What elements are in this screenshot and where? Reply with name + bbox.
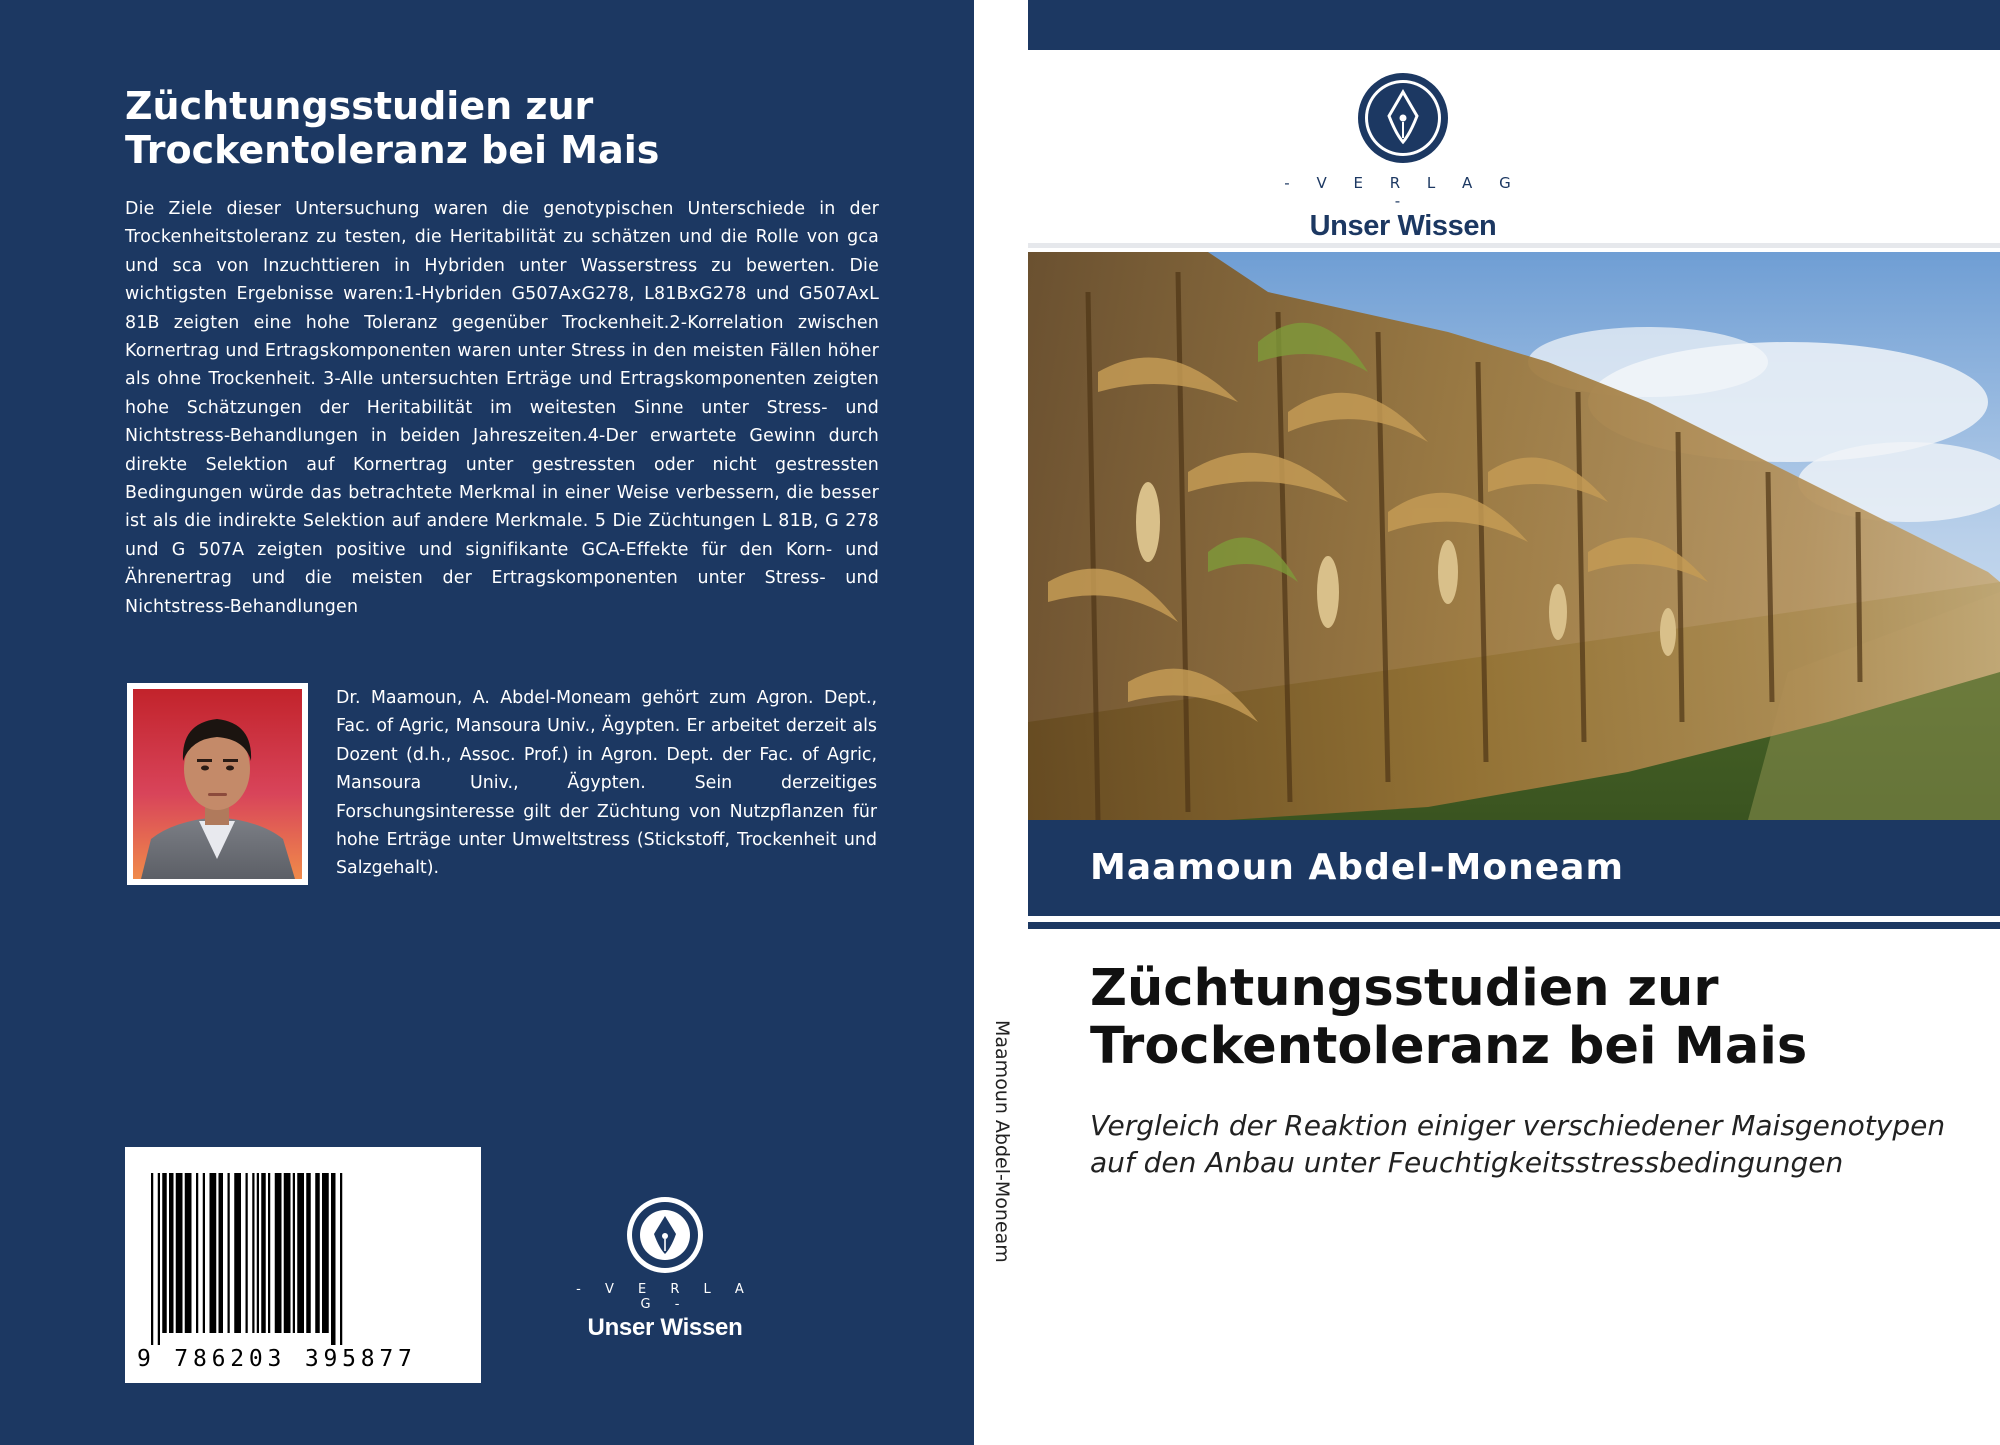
barcode-bar [322,1173,329,1333]
isbn-number: 9 786203 395877 [137,1346,417,1372]
back-cover [0,0,974,1445]
back-cover-title [125,84,925,172]
barcode-bar [162,1173,167,1333]
barcode-bar [275,1173,282,1333]
barcode-bar [151,1173,153,1345]
fountain-pen-emblem-icon [626,1196,704,1274]
title-divider [1028,922,2000,929]
front-cover [1028,0,2000,1445]
barcode-bar [234,1173,241,1333]
barcode-bar [331,1173,336,1345]
barcode-bar [268,1173,270,1333]
barcode-bar [176,1173,183,1333]
verlag-label-back: - V E R L A G - [576,1282,754,1312]
barcode-bar [297,1173,304,1333]
barcode-bar [306,1173,311,1333]
barcode-bar [257,1173,259,1333]
barcode-bar [261,1173,266,1333]
barcode-bar [293,1173,295,1333]
abstract-text: Die Ziele dieser Untersuchung waren die genotypischen Unterschiede in der Trockenheitstoleranz zu testen, die Heritabilität zu schätzen und die Rolle von gca und sca von Inzuchttieren in Hybriden unter Wasserstress zu bewerten. Die wichtigsten Ergebnisse waren:1-Hybriden G507AxG278, L81BxG278 und G507AxL 81B zeigten eine hohe Toleranz gegenüber Trockenheit.2-Korrelation zwischen Kornertrag und Ertragskomponenten waren unter Stress in den meisten Fällen höher als ohne Trockenheit. 3-Alle untersuchten Erträge und Ertragskomponenten zeigten hohe Schätzungen der Heritabilität im weitesten Sinne unter Stress- und Nichtstress-Behandlungen in beiden Jahreszeiten.4-Der erwartete Gewinn durch direkte Selektion auf Kornertrag unter gestressten oder nicht gestressten Bedingungen würde das betrachtete Merkmal in einer Weise verbessern, die besser ist als die indirekte Selektion auf andere Merkmale. 5 Die Züchtungen L 81B, G 278 und G 507A zeigten positive und signifikante GCA-Effekte für den Korn- und Ährenertrag und die meisten der Ertragskomponenten unter Stress- und Nichtstress-Behandlungen [125,199,879,617]
barcode-bar [246,1173,248,1333]
barcode-bar [284,1173,291,1333]
barcode-bar [196,1173,198,1333]
barcode-bar [228,1173,230,1333]
barcode-bar [185,1173,192,1333]
front-title-line-1: Züchtungsstudien zur [1090,959,1719,1018]
barcode-bar [210,1173,217,1333]
isbn-barcode [125,1147,481,1383]
barcode-bar [169,1173,174,1333]
spine-author: Maamoun Abdel-Moneam [991,1020,1013,1263]
front-title-line-2: Trockentoleranz bei Mais [1090,1017,1808,1076]
barcode-bar [252,1173,254,1333]
front-cover-title [1090,960,1990,1076]
publisher-name-front: Unser Wissen [1309,210,1497,242]
publisher-name-back: Unser Wissen [587,1314,743,1341]
publisher-logo-back [560,1196,770,1341]
barcode-bars [145,1173,461,1345]
front-author-name: Maamoun Abdel-Moneam [1090,847,1624,888]
back-title-line-2: Trockentoleranz bei Mais [125,128,660,172]
author-portrait [127,683,308,885]
author-bio: Dr. Maamoun, A. Abdel-Moneam gehört zum Agron. Dept., Fac. of Agric, Mansoura Univ., Ägypten. Er arbeitet derzeit als Dozent (d.h., Assoc. Prof.) in Agron. Dept. der Fac. of Agric, Mansoura Univ., Ägypten. Sein derzeitiges Forschungsinteresse gilt der Züchtung von Nutzpflanzen für hohe Erträge unter Umweltstress (Stickstoff, Trockenheit und Salzgehalt). [336,688,877,879]
top-color-band [1028,0,2000,50]
barcode-bar [219,1173,224,1333]
fountain-pen-emblem-icon [1357,72,1449,164]
barcode-bar [315,1173,320,1333]
verlag-label-front: - V E R L A G - [1284,174,1522,210]
photo-top-rule [1028,243,2000,248]
barcode-bar [158,1173,160,1345]
back-title-line-1: Züchtungsstudien zur [125,84,594,128]
book-spine [974,0,1028,1445]
barcode-bar [340,1173,342,1345]
front-cover-subtitle: Vergleich der Reaktion einiger verschiedener Maisgenotypen auf den Anbau unter Feuchtigkeitsstressbedingungen [1090,1109,1946,1179]
barcode-bar [203,1173,205,1333]
cornfield-photo [1028,252,2000,820]
publisher-logo-front [1278,72,1528,243]
author-band [1028,820,2000,916]
